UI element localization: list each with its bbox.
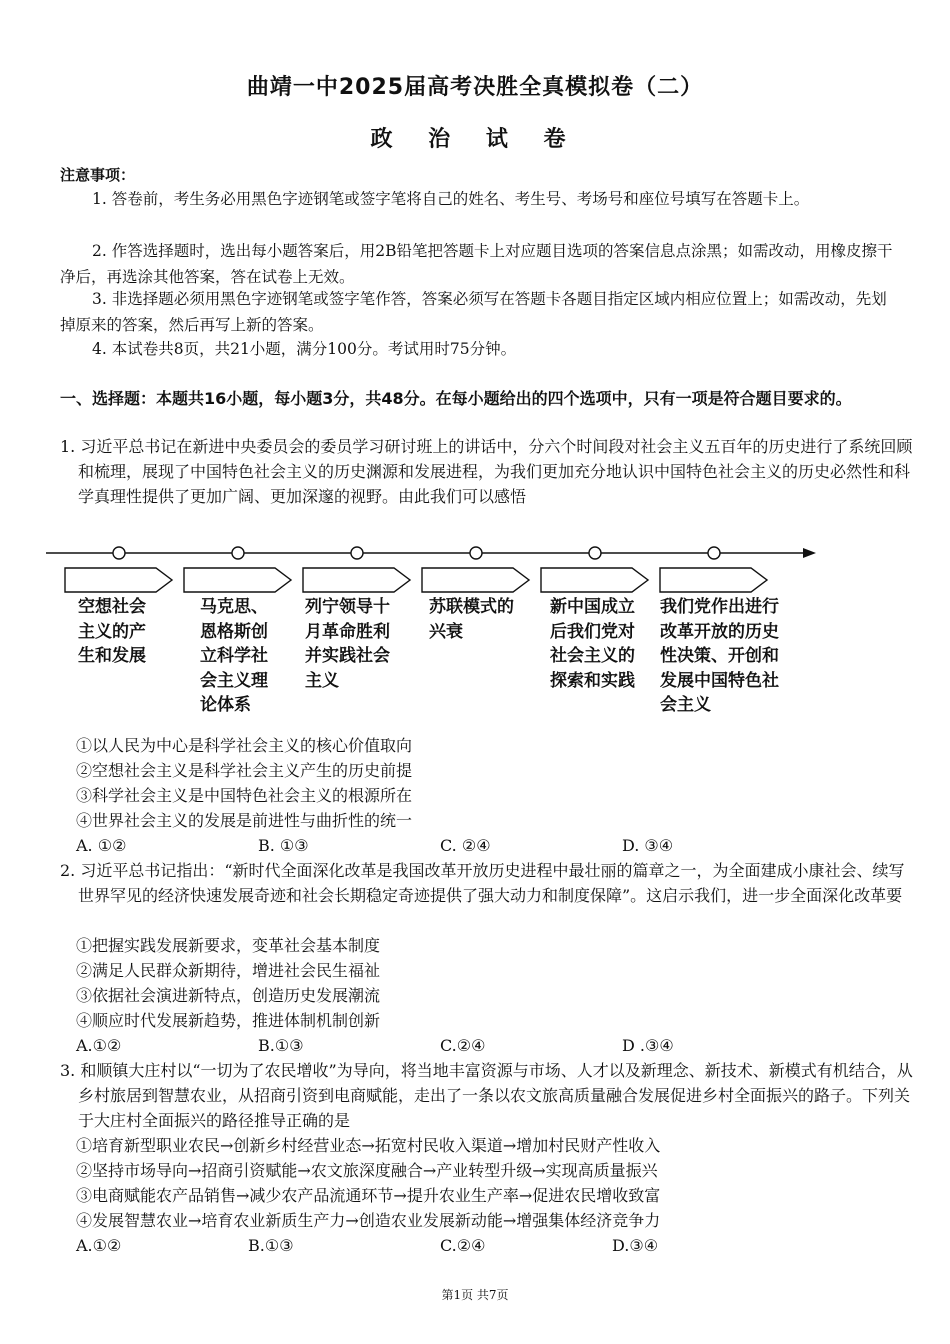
q3-option-4: ④发展智慧农业→培育农业新质生产力→创造农业发展新动能→增强集体经济竞争力: [76, 1211, 661, 1230]
q3-choice-a: A.①②: [76, 1236, 122, 1255]
q3-choice-b: B.①③: [248, 1236, 294, 1255]
timeline-stage-1: 空想社会 主义的产 生和发展: [78, 597, 146, 666]
timeline-node: [351, 547, 363, 559]
q2-option-3: ③依据社会演进新特点，创造历史发展潮流: [76, 986, 381, 1005]
q1-option-4: ④世界社会主义的发展是前进性与曲折性的统一: [76, 811, 413, 830]
timeline-node: [113, 547, 125, 559]
subject-title: 政 治 试 卷: [370, 127, 580, 152]
timeline-stage-arrow: [660, 568, 767, 592]
q2-choice-a: A.①②: [76, 1036, 122, 1055]
q3-choice-c: C.②④: [440, 1236, 486, 1255]
timeline-stage-6: 我们党作出进行 改革开放的历史 性决策、开创和 发展中国特色社 会主义: [660, 597, 779, 715]
q3-choice-d: D.③④: [612, 1236, 659, 1255]
timeline-node: [589, 547, 601, 559]
note-item: 4. 本试卷共8页，共21小题，满分100分。考试用时75分钟。: [92, 340, 517, 358]
q2-option-2: ②满足人民群众新期待，增进社会民生福祉: [76, 961, 381, 980]
q1-choice-d: D. ③④: [622, 836, 674, 855]
timeline-stage-3: 列宁领导十 月革命胜利 并实践社会 主义: [305, 597, 390, 691]
page-footer: 第1页 共7页: [441, 1288, 509, 1302]
q3-option-1: ①培育新型职业农民→创新乡村经营业态→拓宽村民收入渠道→增加村民财产性收入: [76, 1136, 661, 1155]
timeline-stage-arrow: [541, 568, 648, 592]
question-1-stem: 1. 习近平总书记在新进中央委员会的委员学习研讨班上的讲话中，分六个时间段对社会主义五百年的历史进行了系统回顾和梳理，展现了中国特色社会主义的历史渊源和发展进程，为我们更加充分地认识中国特色社会主义的历史必然性和科学真理性提供了更加广阔、更加深邃的视野。由此我们可以感悟: [60, 437, 913, 506]
q2-choice-c: C.②④: [440, 1036, 486, 1055]
timeline-stage-arrow: [65, 568, 172, 592]
q2-option-1: ①把握实践发展新要求，变革社会基本制度: [76, 936, 381, 955]
section-heading: 一、选择题：本题共16小题，每小题3分，共48分。在每小题给出的四个选项中，只有一项是符合题目要求的。: [60, 389, 852, 408]
timeline-node: [708, 547, 720, 559]
timeline-stage-4: 苏联模式的 兴衰: [429, 597, 514, 642]
note-item: 1. 答卷前，考生务必用黑色字迹钢笔或签字笔将自己的姓名、考生号、考场号和座位号填写在答题卡上。: [92, 190, 810, 208]
q2-choice-b: B.①③: [258, 1036, 304, 1055]
q3-option-2: ②坚持市场导向→招商引资赋能→农文旅深度融合→产业转型升级→实现高质量振兴: [76, 1161, 658, 1180]
exam-title: 曲靖一中2025届高考决胜全真模拟卷（二）: [246, 75, 704, 100]
q3-option-3: ③电商赋能农产品销售→减少农产品流通环节→提升农业生产率→促进农民增收致富: [76, 1186, 661, 1205]
timeline-arrow-boxes: [65, 568, 767, 592]
q1-option-3: ③科学社会主义是中国特色社会主义的根源所在: [76, 786, 413, 805]
timeline-stage-2: 马克思、 恩格斯创 立科学社 会主义理 论体系: [200, 597, 268, 715]
timeline-stage-5: 新中国成立 后我们党对 社会主义的 探索和实践: [550, 597, 635, 691]
question-2-stem: 2. 习近平总书记指出：“新时代全面深化改革是我国改革开放历史进程中最壮丽的篇章之一，为全面建成小康社会、续写世界罕见的经济快速发展奇迹和社会长期稳定奇迹提供了强大动力和制度保障”。这启示我们，进一步全面深化改革要: [60, 861, 905, 905]
timeline-node: [232, 547, 244, 559]
notes-heading: 注意事项：: [60, 166, 136, 184]
q2-option-4: ④顺应时代发展新趋势，推进体制机制创新: [76, 1011, 381, 1030]
note-item: 3. 非选择题必须用黑色字迹钢笔或签字笔作答，答案必须写在答题卡各题目指定区域内相应位置上；如需改动，先划掉原来的答案，然后再写上新的答案。: [60, 290, 887, 334]
question-3-stem: 3. 和顺镇大庄村以“一切为了农民增收”为导向，将当地丰富资源与市场、人才以及新理念、新技术、新模式有机结合，从乡村旅居到智慧农业，从招商引资到电商赋能，走出了一条以农文旅高质量融合发展促进乡村全面振兴的路子。下列关于大庄村全面振兴的路径推导正确的是: [60, 1061, 913, 1130]
note-item: 2. 作答选择题时，选出每小题答案后，用2B铅笔把答题卡上对应题目选项的答案信息点涂黑；如需改动，用橡皮擦干净后，再选涂其他答案，答在试卷上无效。: [60, 242, 893, 286]
q1-choice-a: A. ①②: [76, 836, 127, 855]
timeline-arrowhead: [803, 548, 816, 558]
timeline-node: [470, 547, 482, 559]
timeline-stage-arrow: [303, 568, 410, 592]
q1-option-2: ②空想社会主义是科学社会主义产生的历史前提: [76, 761, 413, 780]
q2-choice-d: D .③④: [622, 1036, 674, 1055]
timeline-stage-arrow: [184, 568, 291, 592]
q1-choice-b: B. ①③: [258, 836, 309, 855]
q1-choice-c: C. ②④: [440, 836, 491, 855]
timeline-stage-arrow: [422, 568, 529, 592]
q1-option-1: ①以人民为中心是科学社会主义的核心价值取向: [76, 736, 413, 755]
